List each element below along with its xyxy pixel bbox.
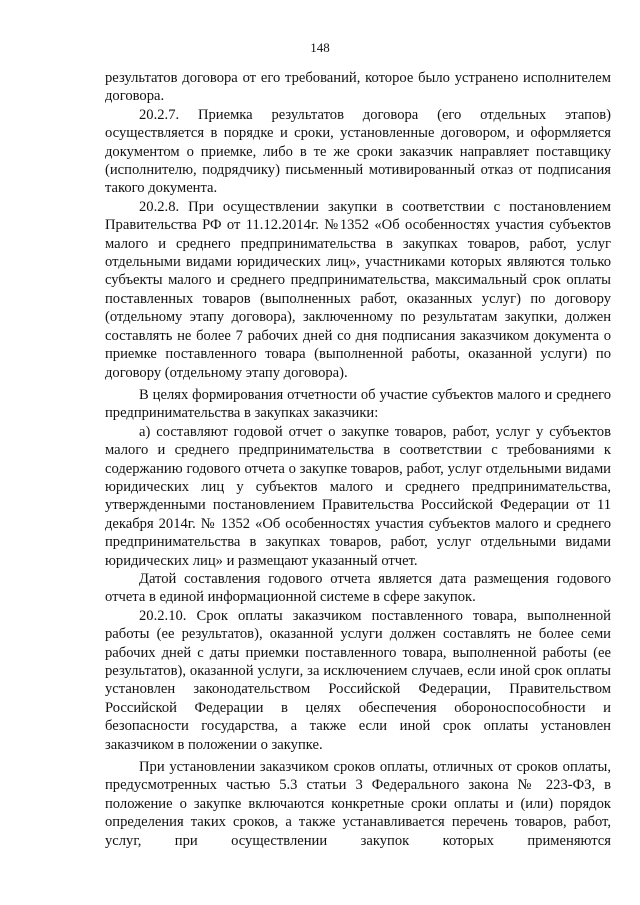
document-body bbox=[105, 69, 611, 850]
paragraph-report-date: Датой составления годового отчета является дата размещения годового отчета в единой информационной системе в сфере закупок. bbox=[105, 570, 611, 606]
paragraph-20-2-7: 20.2.7. Приемка результатов договора (его отдельных этапов) осуществляется в порядке и сроки, установленные договором, и оформляется документом о приемке, либо в те же сроки заказчик направляет поставщику (исполнителю, подрядчику) письменный мотивированный отказ от подписания такого документа. bbox=[105, 106, 611, 197]
paragraph-item-a: а) составляют годовой отчет о закупке товаров, работ, услуг у субъектов малого и среднего предпринимательства в соответствии с требованиями к содержанию годового отчета о закупке товаров, работ, услуг отдельными видами юридических лиц у субъектов малого и среднего предпринимательства, утвержденными постановлением Правительства Российской Федерации от 11 декабря 2014г. № 1352 «Об особенностях участия субъектов малого и среднего предпринимательства в закупках товаров, работ, услуг отдельными видами юридических лиц» и размещают указанный отчет. bbox=[105, 423, 611, 569]
page-number: 148 bbox=[310, 40, 330, 55]
paragraph-reporting-intro: В целях формирования отчетности об участие субъектов малого и среднего предпринимательства в закупках заказчики: bbox=[105, 386, 611, 422]
paragraph-20-2-8: 20.2.8. При осуществлении закупки в соответствии с постановлением Правительства РФ от 11.12.2014г. №1352 «Об особенностях участия субъектов малого и среднего предпринимательства в закупках товаров, работ, услуг отдельными видами юридических лиц», участниками которых являются только субъекты малого и среднего предпринимательства, максимальный срок оплаты поставленных товаров (выполненных работ, оказанных услуг) по договору (отдельному этапу договора), заключенному по результатам закупки, должен составлять не более 7 рабочих дней со дня подписания заказчиком документа о приемке поставленного товара (выполненной работы, оказанной услуги) по договору (отдельному этапу договора). bbox=[105, 198, 611, 381]
paragraph-continuation: результатов договора от его требований, которое было устранено исполнителем договора. bbox=[105, 70, 611, 105]
paragraph-payment-terms: При установлении заказчиком сроков оплаты, отличных от сроков оплаты, предусмотренных частью 5.3 статьи 3 Федерального закона № 223-ФЗ, в положение о закупке включаются конкретные сроки оплаты и (или) порядок определения таких сроков, а также устанавливается перечень товаров, работ, услуг, при осуществлении закупок которых применяются bbox=[105, 759, 611, 849]
paragraph-20-2-10: 20.2.10. Срок оплаты заказчиком поставленного товара, выполненной работы (ее результатов), оказанной услуги должен составлять не более семи рабочих дней с даты приемки поставленного товара, выполненной работы (ее результатов), оказанной услуги, за исключением случаев, если иной срок оплаты установлен законодательством Российской Федерации, Правительством Российской Федерации в целях обеспечения обороноспособности и безопасности государства, а также если иной срок оплаты установлен заказчиком в положении о закупке. bbox=[105, 607, 611, 753]
